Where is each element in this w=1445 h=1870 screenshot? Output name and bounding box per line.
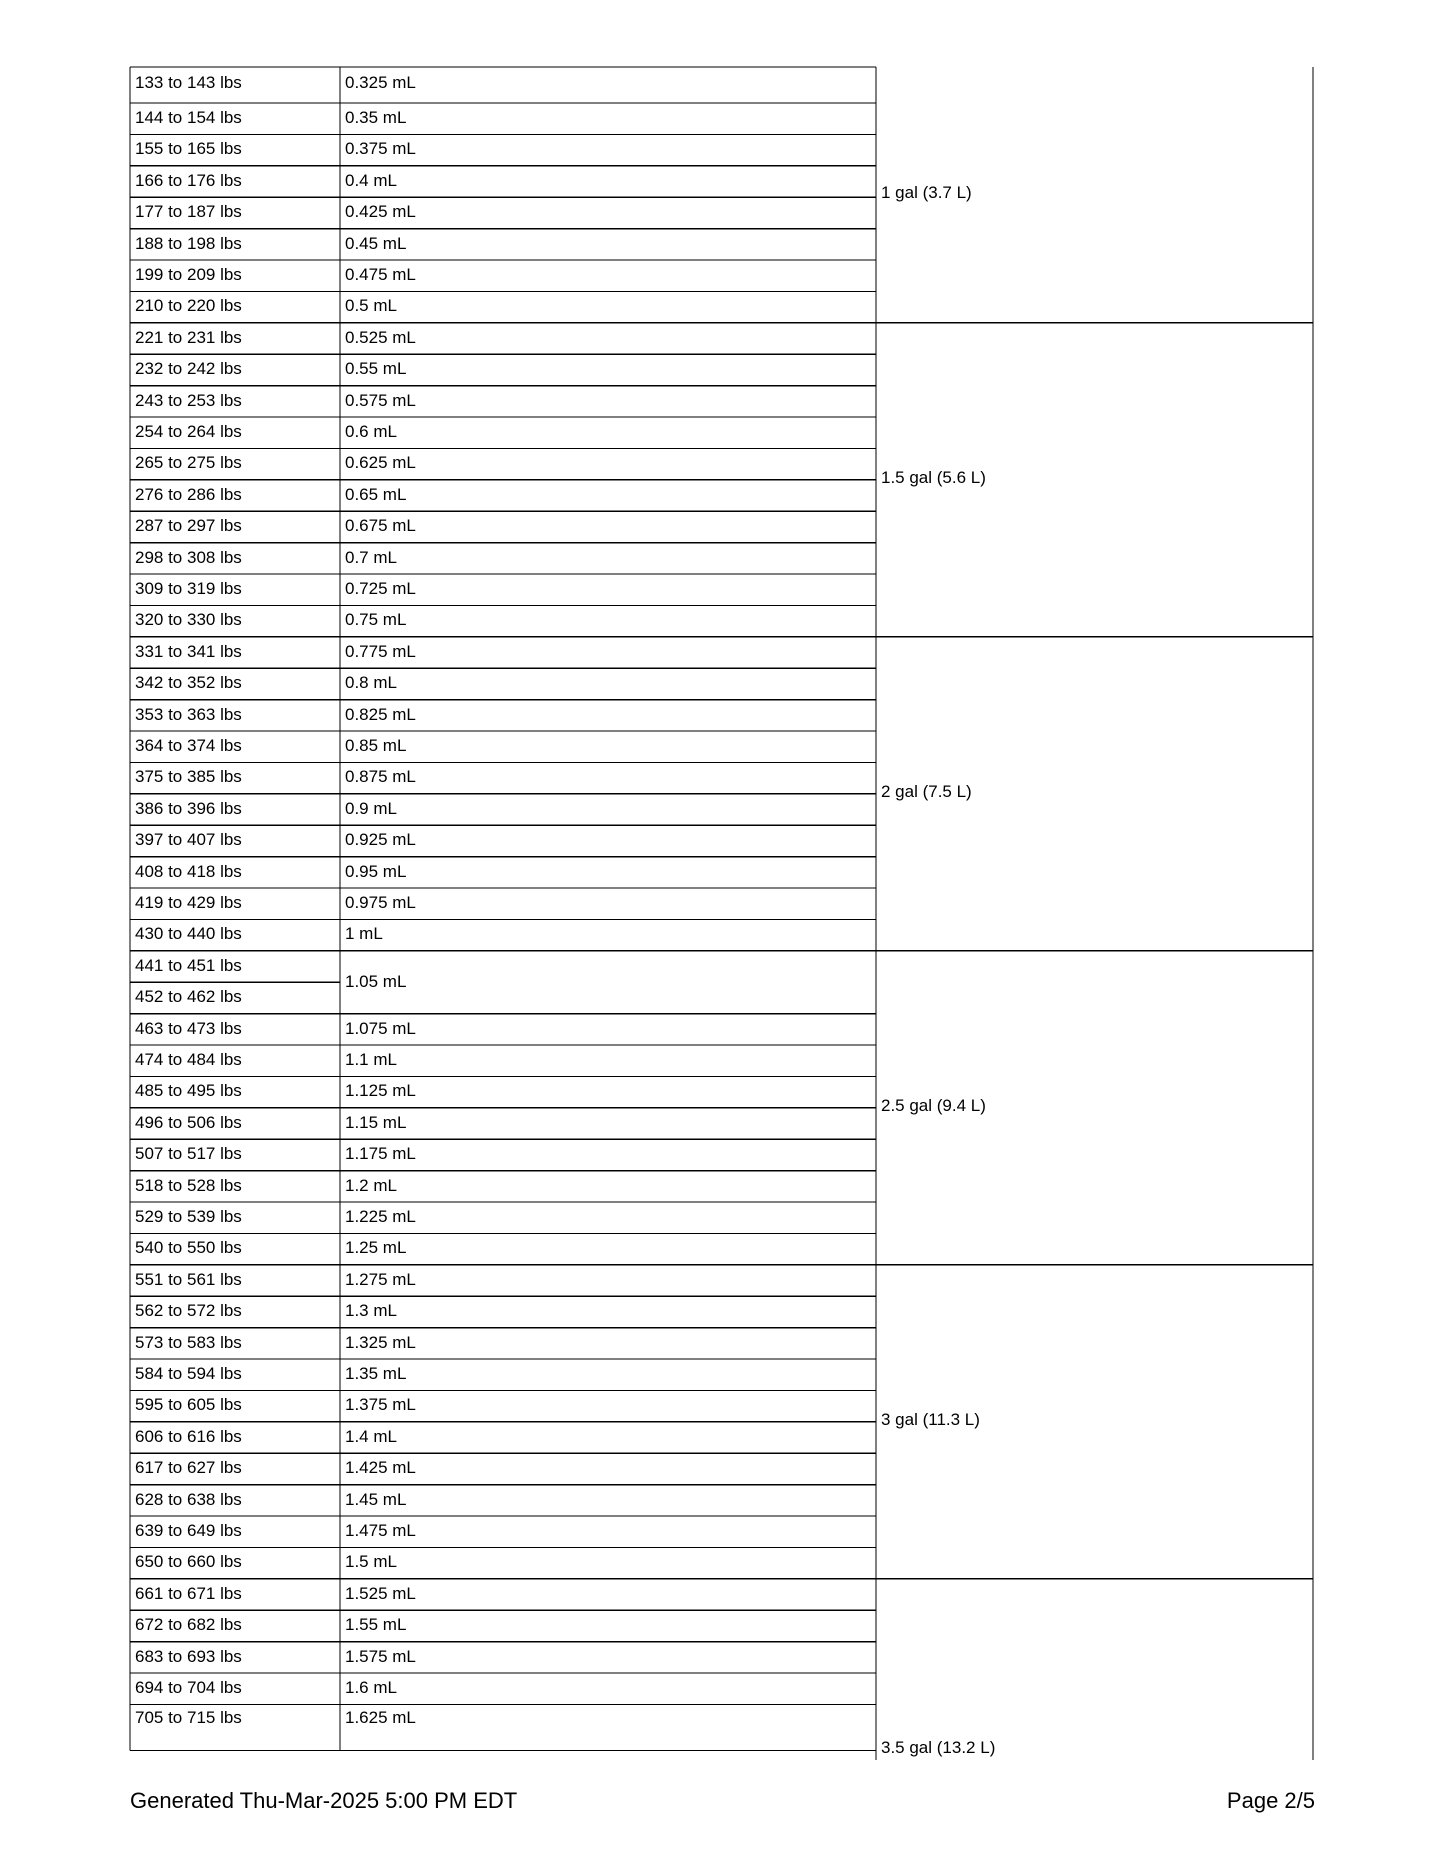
dose-cell: 1.5 mL [345, 1552, 397, 1572]
weight-range-cell: 199 to 209 lbs [135, 265, 242, 284]
volume-cell: 3.5 gal (13.2 L) [881, 1738, 996, 1758]
weight-range-cell: 408 to 418 lbs [135, 861, 242, 881]
dose-cell: 0.325 mL [345, 73, 416, 92]
weight-range-cell: 463 to 473 lbs [135, 1018, 242, 1038]
weight-range-cell: 397 to 407 lbs [135, 830, 242, 850]
dose-cell: 0.575 mL [345, 390, 416, 410]
weight-range-cell: 342 to 352 lbs [135, 673, 242, 693]
weight-range-cell: 661 to 671 lbs [135, 1583, 242, 1603]
dose-cell: 1.15 mL [345, 1112, 407, 1132]
dose-cell: 0.95 mL [345, 861, 407, 881]
weight-range-cell: 430 to 440 lbs [135, 924, 242, 944]
dose-cell: 1.275 mL [345, 1269, 416, 1289]
dose-cell: 1.625 mL [345, 1708, 416, 1728]
weight-range-cell: 452 to 462 lbs [135, 987, 242, 1007]
dose-cell: 0.375 mL [345, 139, 416, 159]
dose-cell: 1.425 mL [345, 1458, 416, 1478]
weight-range-cell: 166 to 176 lbs [135, 170, 242, 190]
dose-cell: 1.1 mL [345, 1050, 397, 1069]
weight-range-cell: 155 to 165 lbs [135, 139, 242, 159]
weight-range-cell: 683 to 693 lbs [135, 1646, 242, 1666]
weight-range-cell: 672 to 682 lbs [135, 1615, 242, 1635]
dose-cell: 1.575 mL [345, 1646, 416, 1666]
weight-range-cell: 210 to 220 lbs [135, 296, 242, 316]
weight-range-cell: 529 to 539 lbs [135, 1207, 242, 1226]
dose-cell: 1.375 mL [345, 1395, 416, 1415]
weight-range-cell: 606 to 616 lbs [135, 1426, 242, 1446]
dose-cell: 0.7 mL [345, 547, 397, 567]
generated-timestamp: Generated Thu-Mar-2025 5:00 PM EDT [130, 1788, 518, 1813]
volume-cell: 1.5 gal (5.6 L) [881, 467, 986, 487]
dose-cell: 0.4 mL [345, 170, 397, 190]
weight-range-cell: 628 to 638 lbs [135, 1489, 242, 1509]
weight-range-cell: 177 to 187 lbs [135, 202, 242, 222]
weight-range-cell: 287 to 297 lbs [135, 516, 242, 536]
weight-range-cell: 265 to 275 lbs [135, 453, 242, 473]
weight-range-cell: 353 to 363 lbs [135, 704, 242, 724]
volume-cell: 1 gal (3.7 L) [881, 182, 972, 202]
weight-range-cell: 474 to 484 lbs [135, 1050, 242, 1069]
weight-range-cell: 584 to 594 lbs [135, 1364, 242, 1383]
dose-cell: 0.85 mL [345, 736, 407, 755]
dose-cell: 0.6 mL [345, 422, 397, 441]
weight-range-cell: 540 to 550 lbs [135, 1238, 242, 1258]
volume-cell: 3 gal (11.3 L) [881, 1409, 980, 1429]
dose-cell: 1.2 mL [345, 1175, 397, 1195]
weight-range-cell: 386 to 396 lbs [135, 798, 242, 818]
weight-range-cell: 221 to 231 lbs [135, 327, 242, 347]
dose-cell: 0.5 mL [345, 296, 397, 316]
dose-cell: 0.825 mL [345, 704, 416, 724]
weight-range-cell: 705 to 715 lbs [135, 1708, 242, 1728]
weight-range-cell: 254 to 264 lbs [135, 422, 242, 441]
dose-cell: 1.525 mL [345, 1583, 416, 1603]
page-number: Page 2/5 [1226, 1788, 1315, 1813]
dose-cell: 0.525 mL [345, 327, 416, 347]
weight-range-cell: 562 to 572 lbs [135, 1301, 242, 1321]
dose-cell: 1 mL [345, 924, 383, 944]
dose-cell: 1.175 mL [345, 1144, 416, 1164]
dose-cell: 0.45 mL [345, 233, 407, 253]
weight-range-cell: 276 to 286 lbs [135, 484, 242, 504]
dose-cell: 0.775 mL [345, 641, 416, 661]
weight-range-cell: 243 to 253 lbs [135, 390, 242, 410]
dose-cell: 0.35 mL [345, 108, 407, 127]
volume-cell: 2 gal (7.5 L) [881, 781, 972, 801]
weight-range-cell: 485 to 495 lbs [135, 1081, 242, 1101]
dose-cell: 0.625 mL [345, 453, 416, 473]
weight-range-cell: 232 to 242 lbs [135, 359, 242, 379]
dose-cell: 1.075 mL [345, 1018, 416, 1038]
dose-cell: 0.475 mL [345, 265, 416, 284]
dose-cell: 1.05 mL [345, 972, 407, 992]
weight-range-cell: 573 to 583 lbs [135, 1332, 242, 1352]
dose-cell: 1.475 mL [345, 1521, 416, 1540]
weight-range-cell: 507 to 517 lbs [135, 1144, 242, 1164]
dose-cell: 0.925 mL [345, 830, 416, 850]
weight-range-cell: 694 to 704 lbs [135, 1678, 242, 1697]
dose-cell: 0.55 mL [345, 359, 407, 379]
dose-cell: 1.225 mL [345, 1207, 416, 1226]
weight-range-cell: 375 to 385 lbs [135, 767, 242, 787]
volume-cell: 2.5 gal (9.4 L) [881, 1095, 986, 1115]
weight-range-cell: 419 to 429 lbs [135, 893, 242, 912]
weight-range-cell: 639 to 649 lbs [135, 1521, 242, 1540]
weight-range-cell: 331 to 341 lbs [135, 641, 242, 661]
dose-cell: 1.125 mL [345, 1081, 416, 1101]
weight-range-cell: 518 to 528 lbs [135, 1175, 242, 1195]
dose-cell: 0.975 mL [345, 893, 416, 912]
dose-cell: 0.9 mL [345, 798, 397, 818]
dose-cell: 1.45 mL [345, 1489, 407, 1509]
weight-range-cell: 133 to 143 lbs [135, 73, 242, 92]
dose-cell: 1.3 mL [345, 1301, 397, 1321]
dose-cell: 0.425 mL [345, 202, 416, 222]
dose-cell: 1.4 mL [345, 1426, 397, 1446]
dose-cell: 0.65 mL [345, 484, 407, 504]
weight-range-cell: 188 to 198 lbs [135, 233, 242, 253]
dose-cell: 0.8 mL [345, 673, 397, 693]
dose-cell: 0.75 mL [345, 610, 407, 630]
dose-cell: 1.25 mL [345, 1238, 407, 1258]
weight-range-cell: 309 to 319 lbs [135, 579, 242, 598]
weight-range-cell: 595 to 605 lbs [135, 1395, 242, 1415]
weight-range-cell: 298 to 308 lbs [135, 547, 242, 567]
dose-cell: 0.725 mL [345, 579, 416, 598]
weight-range-cell: 650 to 660 lbs [135, 1552, 242, 1572]
weight-range-cell: 551 to 561 lbs [135, 1269, 242, 1289]
weight-range-cell: 144 to 154 lbs [135, 108, 242, 127]
weight-range-cell: 496 to 506 lbs [135, 1112, 242, 1132]
weight-range-cell: 320 to 330 lbs [135, 610, 242, 630]
weight-range-cell: 617 to 627 lbs [135, 1458, 242, 1478]
weight-range-cell: 441 to 451 lbs [135, 955, 242, 975]
dose-cell: 1.55 mL [345, 1615, 407, 1635]
dose-cell: 1.35 mL [345, 1364, 407, 1383]
dose-cell: 0.875 mL [345, 767, 416, 787]
dose-cell: 1.325 mL [345, 1332, 416, 1352]
dose-cell: 0.675 mL [345, 516, 416, 536]
weight-range-cell: 364 to 374 lbs [135, 736, 242, 755]
dose-cell: 1.6 mL [345, 1678, 397, 1697]
